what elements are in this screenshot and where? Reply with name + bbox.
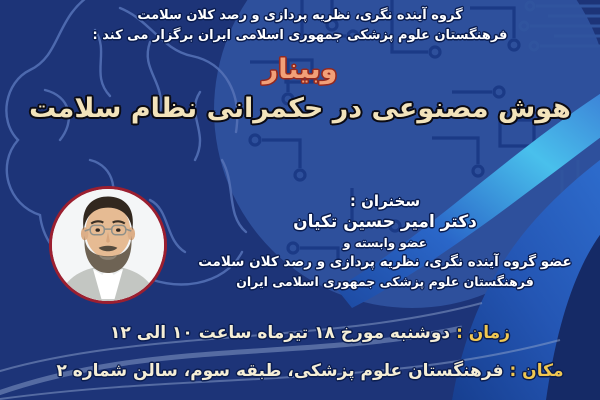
speaker-label: سخنران : bbox=[349, 192, 421, 210]
speaker-role-3: فرهنگستان علوم پزشکی جمهوری اسلامی ایران bbox=[236, 274, 534, 289]
time-line bbox=[0, 323, 600, 343]
organizer-line-2: فرهنگستان علوم پزشکی جمهوری اسلامی ایران برگزار می کند : bbox=[92, 28, 508, 43]
speaker-photo bbox=[49, 186, 167, 304]
organizer-line-1: گروه آینده نگری، نظریه پردازی و رصد کلان سلامت bbox=[137, 8, 463, 23]
webinar-label: وبینار bbox=[262, 54, 338, 85]
speaker-name: دکتر امیر حسین تکیان bbox=[293, 212, 477, 232]
speaker-info bbox=[170, 192, 600, 289]
location-value: فرهنگستان علوم پزشکی، طبقه سوم، سالن شماره ۲ bbox=[56, 361, 504, 381]
organizer-header bbox=[0, 6, 600, 46]
speaker-role-2: عضو گروه آینده نگری، نظریه پردازی و رصد کلان سلامت bbox=[198, 254, 572, 270]
time-label: زمان : bbox=[456, 323, 510, 343]
time-value: دوشنبه مورخ ۱۸ تیرماه ساعت ۱۰ الی ۱۲ bbox=[110, 323, 451, 343]
speaker-role-1: عضو وابسته و bbox=[343, 236, 427, 250]
location-label: مکان : bbox=[509, 361, 564, 381]
poster-title: هوش مصنوعی در حکمرانی نظام سلامت bbox=[29, 93, 571, 124]
location-line bbox=[0, 361, 600, 381]
speaker-portrait-illustration bbox=[52, 189, 164, 301]
